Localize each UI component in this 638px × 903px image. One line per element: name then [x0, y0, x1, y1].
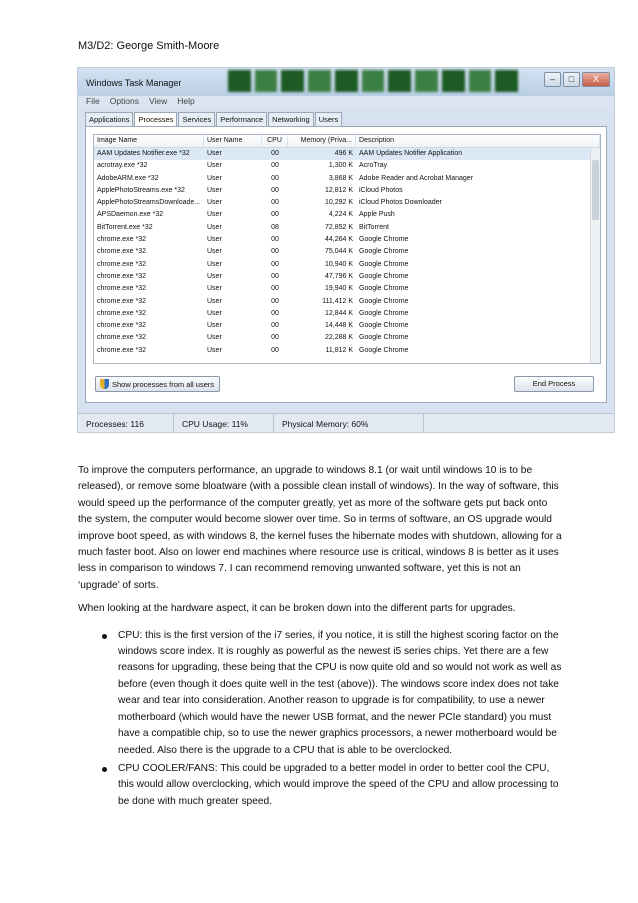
cell-memory: 19,940 K — [324, 285, 353, 293]
cell-cpu: 00 — [271, 272, 279, 280]
column-header-memory[interactable]: Memory (Priva... — [288, 135, 356, 147]
table-row[interactable] — [94, 209, 600, 221]
cell-cpu: 00 — [271, 346, 279, 354]
cell-description: Google Chrome — [359, 236, 409, 244]
bullet-dot-icon — [102, 634, 107, 639]
cell-cpu: 00 — [271, 285, 279, 293]
bullet-cpu — [78, 628, 564, 759]
table-row[interactable] — [94, 259, 600, 271]
task-manager-screenshot — [77, 67, 615, 433]
tab-services[interactable]: Services — [178, 112, 215, 126]
table-row[interactable] — [94, 197, 600, 209]
column-header-image-name[interactable]: Image Name — [94, 135, 204, 147]
table-row[interactable] — [94, 185, 600, 197]
cell-memory: 4,224 K — [328, 211, 353, 219]
cell-image-name: chrome.exe *32 — [97, 260, 147, 268]
cell-memory: 3,868 K — [328, 174, 353, 182]
table-row[interactable] — [94, 246, 600, 258]
cell-user-name: User — [207, 272, 222, 280]
cell-user-name: User — [207, 309, 222, 317]
uac-shield-icon — [100, 379, 109, 389]
cell-image-name: chrome.exe *32 — [97, 322, 147, 330]
cell-user-name: User — [207, 285, 222, 293]
close-button[interactable]: X — [582, 72, 610, 87]
cell-image-name: ApplePhotoStreamsDownloade... — [97, 199, 201, 207]
bullet-cpu-cooler-text: CPU COOLER/FANS: This could be upgraded to a better model in order to better cool the CPU, this would allow overclocking, which would improve the speed of the CPU and allow processing to be done with much greater speed. — [118, 762, 559, 807]
cell-description: Google Chrome — [359, 334, 409, 342]
show-all-processes-label: Show processes from all users — [112, 379, 215, 389]
bullet-cpu-text: CPU: this is the first version of the i7 series, if you notice, it is still the highest scoring factor on the windows score index. It is roughly as powerful as the newest i5 series chips. Yet there are a few reasons for upgrading, these being that the CPU is now quite old and so would not work as well as before (even though it does quite well in the test (above)). The windows score index does not take wear and tear into consideration. Another reason to upgrade is for compatibility, to use a newer motherboard (which would have the newer USB format, and the newer PCIe standard) you must have a compatible chip, so to use the newer graphics processors, a newer motherboard would be needed. Also there is the upgrade to a CPU that is able to be overclocked. — [118, 629, 562, 756]
cell-memory: 75,044 K — [324, 248, 353, 256]
cell-cpu: 08 — [271, 223, 279, 231]
cell-description: Apple Push — [359, 211, 395, 219]
tab-processes[interactable]: Processes — [134, 112, 177, 127]
table-row[interactable] — [94, 308, 600, 320]
document-body — [78, 463, 564, 812]
table-row[interactable] — [94, 296, 600, 308]
cell-user-name: User — [207, 223, 222, 231]
cell-image-name: chrome.exe *32 — [97, 309, 147, 317]
cell-memory: 22,288 K — [324, 334, 353, 342]
cell-cpu: 00 — [271, 236, 279, 244]
cell-user-name: User — [207, 211, 222, 219]
cell-image-name: chrome.exe *32 — [97, 236, 147, 244]
bullet-cpu-cooler — [78, 761, 564, 810]
cell-user-name: User — [207, 248, 222, 256]
tab-performance[interactable]: Performance — [216, 112, 267, 126]
end-process-button[interactable]: End Process — [514, 376, 594, 392]
cell-image-name: chrome.exe *32 — [97, 346, 147, 354]
cell-user-name: User — [207, 199, 222, 207]
cell-image-name: AAM Updates Notifier.exe *32 — [97, 150, 190, 157]
processes-panel — [85, 126, 607, 403]
tab-users[interactable]: Users — [315, 112, 343, 126]
cell-memory: 47,796 K — [324, 272, 353, 280]
blurred-taskbar-strip — [228, 70, 518, 92]
status-cpu-usage: CPU Usage: 11% — [174, 414, 274, 433]
cell-description: Google Chrome — [359, 248, 409, 256]
cell-memory: 496 K — [334, 150, 353, 157]
upgrade-bullet-list — [78, 628, 564, 810]
cell-image-name: acrotray.exe *32 — [97, 162, 148, 170]
cell-cpu: 00 — [271, 186, 279, 194]
cell-description: Google Chrome — [359, 309, 409, 317]
cell-cpu: 00 — [271, 322, 279, 330]
cell-memory: 11,812 K — [325, 346, 353, 354]
status-physical-memory: Physical Memory: 60% — [274, 414, 424, 433]
table-row[interactable] — [94, 173, 600, 185]
cell-memory: 10,292 K — [324, 199, 353, 207]
column-header-description[interactable]: Description — [356, 135, 600, 147]
table-row[interactable] — [94, 332, 600, 344]
cell-user-name: User — [207, 260, 222, 268]
table-header — [94, 135, 600, 148]
cell-cpu: 00 — [271, 174, 279, 182]
cell-description: Google Chrome — [359, 285, 409, 293]
cell-user-name: User — [207, 236, 222, 244]
cell-description: iCloud Photos Downloader — [359, 199, 442, 207]
cell-memory: 14,448 K — [324, 322, 353, 330]
column-header-cpu[interactable]: CPU — [262, 135, 288, 147]
cell-description: iCloud Photos — [359, 186, 403, 194]
table-row[interactable] — [94, 148, 600, 160]
table-row[interactable] — [94, 160, 600, 172]
window-title: Windows Task Manager — [86, 78, 182, 88]
menu-help[interactable]: Help — [177, 96, 195, 106]
cell-memory: 10,940 K — [324, 260, 353, 268]
cell-cpu: 00 — [271, 211, 279, 219]
cell-description: AcroTray — [359, 162, 388, 170]
cell-cpu: 00 — [271, 260, 279, 268]
cell-image-name: BitTorrent.exe *32 — [97, 223, 153, 231]
tab-applications[interactable]: Applications — [85, 112, 133, 126]
cell-image-name: chrome.exe *32 — [97, 334, 147, 342]
cell-image-name: chrome.exe *32 — [97, 297, 147, 305]
paragraph-hardware-intro: When looking at the hardware aspect, it can be broken down into the different parts for upgrades. — [78, 603, 516, 615]
cell-description: Google Chrome — [359, 346, 409, 354]
cell-description: BitTorrent — [359, 223, 389, 231]
cell-description: Google Chrome — [359, 260, 409, 268]
column-header-user-name[interactable]: User Name — [204, 135, 262, 147]
table-row[interactable] — [94, 271, 600, 283]
cell-cpu: 00 — [271, 150, 279, 157]
table-row[interactable] — [94, 345, 600, 357]
menu-options[interactable]: Options — [109, 96, 139, 106]
cell-description: Google Chrome — [359, 297, 409, 305]
cell-description: Adobe Reader and Acrobat Manager — [359, 174, 474, 182]
cell-user-name: User — [207, 186, 222, 194]
cell-image-name: chrome.exe *32 — [97, 272, 147, 280]
cell-cpu: 00 — [271, 334, 279, 342]
maximize-button[interactable]: □ — [563, 72, 580, 87]
minimize-button[interactable]: – — [544, 72, 561, 87]
cell-memory: 12,812 K — [324, 186, 353, 194]
scrollbar-thumb[interactable] — [592, 160, 599, 220]
vertical-scrollbar[interactable] — [590, 148, 600, 363]
cell-cpu: 00 — [271, 309, 279, 317]
cell-description: AAM Updates Notifier Application — [359, 150, 463, 157]
cell-memory: 111,412 K — [322, 297, 353, 305]
table-row[interactable] — [94, 234, 600, 246]
show-all-processes-button[interactable] — [95, 376, 220, 392]
cell-image-name: chrome.exe *32 — [97, 248, 147, 256]
cell-user-name: User — [207, 322, 222, 330]
cell-image-name: chrome.exe *32 — [97, 285, 147, 293]
cell-memory: 1,300 K — [328, 162, 353, 170]
cell-memory: 44,264 K — [324, 236, 353, 244]
process-table — [93, 134, 601, 364]
cell-image-name: APSDaemon.exe *32 — [97, 211, 164, 219]
cell-user-name: User — [207, 162, 222, 170]
cell-cpu: 00 — [271, 248, 279, 256]
cell-description: Google Chrome — [359, 272, 409, 280]
table-row[interactable] — [94, 283, 600, 295]
window-titlebar — [78, 68, 614, 96]
cell-user-name: User — [207, 334, 222, 342]
cell-user-name: User — [207, 346, 222, 354]
menu-bar — [78, 96, 614, 110]
tab-strip — [85, 112, 343, 127]
cell-image-name: AdobeARM.exe *32 — [97, 174, 159, 182]
table-row[interactable] — [94, 222, 600, 234]
document-header: M3/D2: George Smith-Moore — [78, 40, 220, 52]
cell-description: Google Chrome — [359, 322, 409, 330]
table-row[interactable] — [94, 320, 600, 332]
status-processes: Processes: 116 — [78, 414, 174, 433]
cell-image-name: ApplePhotoStreams.exe *32 — [97, 186, 185, 194]
status-bar — [78, 413, 614, 433]
cell-cpu: 00 — [271, 297, 279, 305]
cell-user-name: User — [207, 297, 222, 305]
menu-view[interactable]: View — [149, 96, 168, 106]
bullet-dot-icon — [102, 767, 107, 772]
table-body — [94, 148, 600, 357]
cell-user-name: User — [207, 150, 222, 157]
cell-memory: 12,844 K — [324, 309, 353, 317]
tab-networking[interactable]: Networking — [268, 112, 314, 126]
cell-cpu: 00 — [271, 162, 279, 170]
menu-file[interactable]: File — [86, 96, 100, 106]
cell-memory: 72,852 K — [324, 223, 353, 231]
cell-cpu: 00 — [271, 199, 279, 207]
cell-user-name: User — [207, 174, 222, 182]
paragraph-software: To improve the computers performance, an upgrade to windows 8.1 (or wait until windows 10 is to be released), or remove some bloatware (with a possible clean install of windows). In the way of software, this would speed up the performance of the computer greatly, yet as more of the software gets put back onto the system, the computer would become slower over time. So in terms of software, an OS upgrade would improve boot speed, as with windows 8, the kernel fuses the hibernate modes with shutdown, allowing for a much faster boot. Also on lower end machines where resource use is critical, windows 8 is better as it uses less in comparison to windows 7. I can recommend removing unwanted software, yet this is not an ‘upgrade’ of sorts. — [78, 465, 562, 591]
